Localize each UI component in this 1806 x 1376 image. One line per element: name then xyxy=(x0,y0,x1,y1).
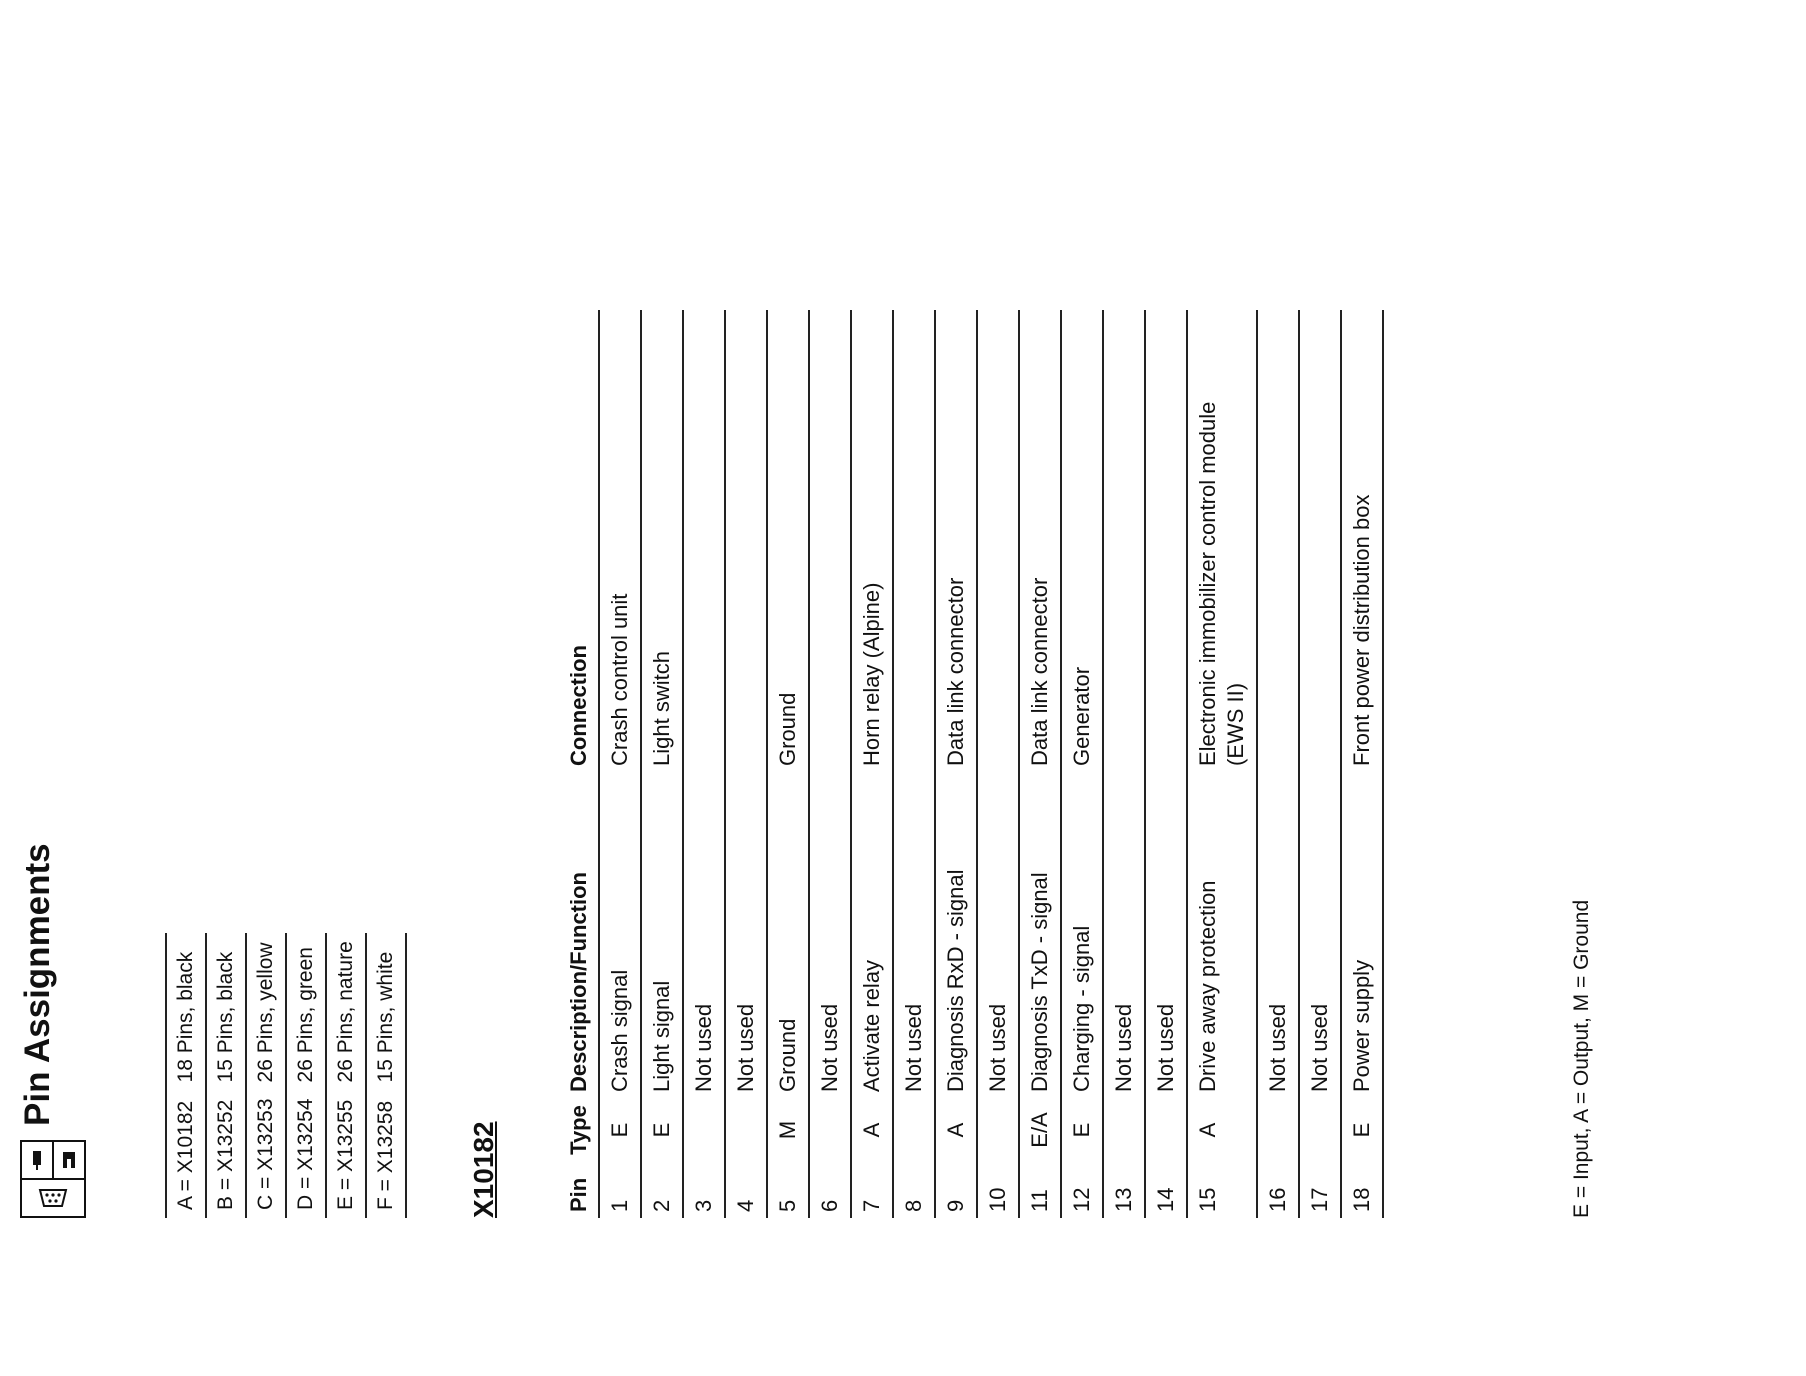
table-row xyxy=(1145,310,1187,1218)
description-cell: Diagnosis TxD - signal xyxy=(1019,772,1061,1098)
connection-text: Light switch xyxy=(649,651,674,766)
table-row xyxy=(725,310,767,1218)
connection-cell xyxy=(725,310,767,772)
description-cell: Activate relay xyxy=(851,772,893,1098)
connection-cell xyxy=(1341,310,1383,772)
connection-cell xyxy=(599,310,641,772)
type-cell: E xyxy=(641,1098,683,1162)
pin-cell: 4 xyxy=(725,1162,767,1218)
connection-cell xyxy=(1061,310,1103,772)
table-header-row xyxy=(560,310,599,1218)
type-cell: M xyxy=(767,1098,809,1162)
connection-cell xyxy=(767,310,809,772)
connector-row xyxy=(246,933,286,1218)
table-row xyxy=(1257,310,1299,1218)
connection-text: Ground xyxy=(775,692,800,766)
connection-cell xyxy=(809,310,851,772)
connection-cell xyxy=(1103,310,1145,772)
pin-cell: 18 xyxy=(1341,1162,1383,1218)
page-title: Pin Assignments xyxy=(18,843,57,1126)
description-cell: Crash signal xyxy=(599,772,641,1098)
description-cell: Diagnosis RxD - signal xyxy=(935,772,977,1098)
description-cell: Power supply xyxy=(1341,772,1383,1098)
table-row xyxy=(641,310,683,1218)
type-cell xyxy=(893,1098,935,1162)
connection-cell xyxy=(683,310,725,772)
connection-cell xyxy=(935,310,977,772)
type-cell xyxy=(1299,1098,1341,1162)
connector-description: 15 Pins, white xyxy=(366,933,406,1090)
pin-cell: 16 xyxy=(1257,1162,1299,1218)
pin-cell: 15 xyxy=(1187,1162,1257,1218)
connector-row xyxy=(166,933,206,1218)
table-row xyxy=(809,310,851,1218)
header-connection: Connection xyxy=(566,645,591,766)
type-cell xyxy=(977,1098,1019,1162)
connection-cell xyxy=(977,310,1019,772)
connection-cell xyxy=(1257,310,1299,772)
connector-code: B = X13252 xyxy=(206,1090,246,1218)
description-cell: Not used xyxy=(809,772,851,1098)
pin-assignment-table xyxy=(560,310,1384,1218)
description-cell: Not used xyxy=(893,772,935,1098)
pin-icon xyxy=(22,1142,54,1178)
section-title: X10182 xyxy=(468,1121,499,1218)
type-cell xyxy=(1145,1098,1187,1162)
pin-cell: 5 xyxy=(767,1162,809,1218)
table-row xyxy=(767,310,809,1218)
type-legend-note: E = Input, A = Output, M = Ground xyxy=(1570,899,1593,1218)
table-row xyxy=(977,310,1019,1218)
description-cell: Not used xyxy=(725,772,767,1098)
connection-cell xyxy=(851,310,893,772)
pin-cell: 8 xyxy=(893,1162,935,1218)
connector-description: 15 Pins, black xyxy=(206,933,246,1090)
table-row xyxy=(599,310,641,1218)
pin-cell: 9 xyxy=(935,1162,977,1218)
connector-description: 26 Pins, nature xyxy=(326,933,366,1090)
connection-cell xyxy=(641,310,683,772)
type-cell xyxy=(725,1098,767,1162)
description-cell: Not used xyxy=(683,772,725,1098)
type-cell: A xyxy=(851,1098,893,1162)
description-cell: Drive away protection xyxy=(1187,772,1257,1098)
type-cell xyxy=(683,1098,725,1162)
description-cell: Not used xyxy=(1257,772,1299,1098)
description-cell: Charging - signal xyxy=(1061,772,1103,1098)
type-cell xyxy=(1103,1098,1145,1162)
type-cell: E xyxy=(1061,1098,1103,1162)
pin-cell: 14 xyxy=(1145,1162,1187,1218)
connector-icon-box xyxy=(20,1140,86,1218)
connection-text: Electronic immobilizer control module (EWS II) xyxy=(1195,401,1248,766)
table-row xyxy=(683,310,725,1218)
connector-housing-icon xyxy=(22,1178,84,1216)
table-row xyxy=(1299,310,1341,1218)
description-cell: Not used xyxy=(977,772,1019,1098)
connector-code: D = X13254 xyxy=(286,1090,326,1218)
type-cell: A xyxy=(1187,1098,1257,1162)
description-cell: Light signal xyxy=(641,772,683,1098)
type-cell: E/A xyxy=(1019,1098,1061,1162)
table-row xyxy=(893,310,935,1218)
table-row xyxy=(1103,310,1145,1218)
connection-text: Generator xyxy=(1069,666,1094,766)
connector-row xyxy=(286,933,326,1218)
pin-cell: 2 xyxy=(641,1162,683,1218)
connection-text: Front power distribution box xyxy=(1349,494,1374,766)
connection-cell xyxy=(1187,310,1257,772)
connection-text: Data link connector xyxy=(1027,577,1052,766)
table-row xyxy=(1341,310,1383,1218)
connection-cell xyxy=(1019,310,1061,772)
table-row xyxy=(1019,310,1061,1218)
connection-cell xyxy=(1145,310,1187,772)
pin-cell: 13 xyxy=(1103,1162,1145,1218)
pin-cell: 1 xyxy=(599,1162,641,1218)
table-row xyxy=(851,310,893,1218)
connector-list xyxy=(165,933,407,1218)
connector-code: C = X13253 xyxy=(246,1090,286,1218)
pin-cell: 10 xyxy=(977,1162,1019,1218)
pin-cell: 11 xyxy=(1019,1162,1061,1218)
connector-description: 26 Pins, green xyxy=(286,933,326,1090)
pin-cell: 6 xyxy=(809,1162,851,1218)
table-row xyxy=(935,310,977,1218)
description-cell: Ground xyxy=(767,772,809,1098)
connection-cell xyxy=(1299,310,1341,772)
header-pin: Pin xyxy=(566,1177,591,1212)
pin-cell: 7 xyxy=(851,1162,893,1218)
connector-row xyxy=(326,933,366,1218)
pin-cell: 3 xyxy=(683,1162,725,1218)
connection-text: Crash control unit xyxy=(607,593,632,766)
type-cell: E xyxy=(1341,1098,1383,1162)
table-row xyxy=(1187,310,1257,1218)
type-cell xyxy=(809,1098,851,1162)
type-cell: A xyxy=(935,1098,977,1162)
type-cell xyxy=(1257,1098,1299,1162)
connector-description: 18 Pins, black xyxy=(166,933,206,1090)
type-cell: E xyxy=(599,1098,641,1162)
connection-text: Horn relay (Alpine) xyxy=(859,582,884,766)
connection-cell xyxy=(893,310,935,772)
connection-text: Data link connector xyxy=(943,577,968,766)
connector-description: 26 Pins, yellow xyxy=(246,933,286,1090)
header-description: Description/Function xyxy=(566,872,591,1092)
connector-row xyxy=(206,933,246,1218)
pin-cell: 12 xyxy=(1061,1162,1103,1218)
connector-code: A = X10182 xyxy=(166,1090,206,1218)
table-row xyxy=(1061,310,1103,1218)
connector-row xyxy=(366,933,406,1218)
header-type: Type xyxy=(566,1105,591,1155)
description-cell: Not used xyxy=(1145,772,1187,1098)
description-cell: Not used xyxy=(1103,772,1145,1098)
socket-icon xyxy=(54,1142,84,1178)
connector-code: E = X13255 xyxy=(326,1090,366,1218)
description-cell: Not used xyxy=(1299,772,1341,1098)
connector-code: F = X13258 xyxy=(366,1090,406,1218)
pin-cell: 17 xyxy=(1299,1162,1341,1218)
